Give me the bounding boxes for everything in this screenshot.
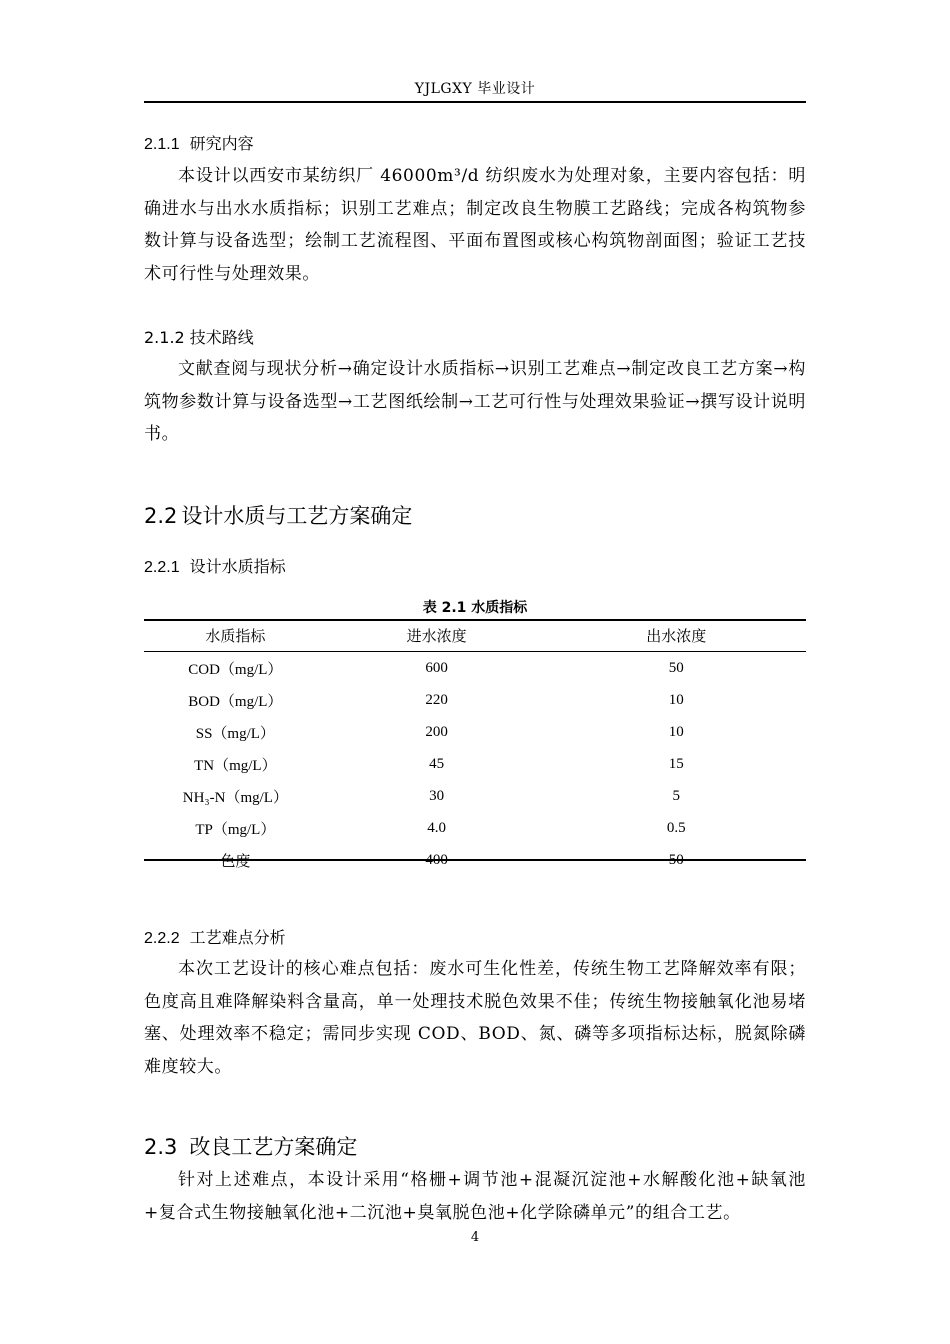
paragraph-technical-route: 文献查阅与现状分析→确定设计水质指标→识别工艺难点→制定改良工艺方案→构筑物参数计算与设备选型→工艺图纸绘制→工艺可行性与处理效果验证→撰写设计说明书。 bbox=[144, 359, 806, 444]
paragraph-process-difficulties: 本次工艺设计的核心难点包括：废水可生化性差，传统生物工艺降解效率有限；色度高且难降解染料含量高，单一处理技术脱色效果不佳；传统生物接触氧化池易堵塞、处理效率不稳定；需同步实现 COD、BOD、氮、磷等多项指标达标，脱氮除磷难度较大。 bbox=[144, 959, 806, 1077]
water-quality-table bbox=[144, 619, 806, 876]
header-rule bbox=[144, 101, 806, 103]
section-heading-2-3 bbox=[144, 1131, 357, 1161]
section-title: 设计水质与工艺方案确定 bbox=[181, 504, 413, 528]
table-row bbox=[144, 780, 806, 812]
table-cell: 50 bbox=[668, 659, 684, 676]
table-cell: 5 bbox=[672, 787, 681, 804]
table-cell: 4.0 bbox=[427, 819, 447, 836]
section-number: 2.2.2 bbox=[144, 930, 180, 947]
table-cell: NH₃-N（mg/L） bbox=[182, 789, 288, 806]
table-cell: BOD（mg/L） bbox=[188, 693, 283, 710]
paragraph-research-content: 本设计以西安市某纺织厂 46000m³/d 纺织废水为处理对象，主要内容包括：明确进水与出水水质指标；识别工艺难点；制定改良生物膜工艺路线；完成各构筑物参数计算与设备选型；绘制工艺流程图、平面布置图或核心构筑物剖面图；验证工艺技术可行性与处理效果。 bbox=[144, 166, 806, 284]
table-cell: 400 bbox=[425, 851, 448, 868]
table-cell: 15 bbox=[668, 755, 684, 772]
table-cell: TN（mg/L） bbox=[194, 757, 277, 774]
table-cell: SS（mg/L） bbox=[195, 725, 275, 742]
section-title: 设计水质指标 bbox=[189, 557, 286, 576]
table-bottom-rule bbox=[144, 859, 806, 861]
table-cell: 10 bbox=[668, 723, 684, 740]
section-heading-2-2 bbox=[144, 500, 412, 530]
table-caption: 表 2.1 水质指标 bbox=[422, 600, 528, 616]
table-cell: 220 bbox=[425, 691, 448, 708]
column-header: 进水浓度 bbox=[327, 619, 547, 652]
page-number: 4 bbox=[470, 1230, 480, 1245]
table-cell: 10 bbox=[668, 691, 684, 708]
section-number: 2.2 bbox=[144, 504, 178, 528]
section-heading-2-1-1 bbox=[144, 131, 254, 154]
table-cell: TP（mg/L） bbox=[195, 821, 276, 838]
section-title: 改良工艺方案确定 bbox=[189, 1135, 358, 1159]
section-heading-2-2-2 bbox=[144, 925, 286, 948]
section-heading-2-2-1 bbox=[144, 554, 286, 577]
table-cell: 30 bbox=[429, 787, 445, 804]
table-row bbox=[144, 684, 806, 716]
table-cell: 0.5 bbox=[666, 819, 686, 836]
section-number: 2.2.1 bbox=[144, 559, 180, 576]
column-header: 出水浓度 bbox=[547, 619, 806, 652]
section-number: 2.1.1 bbox=[144, 136, 180, 153]
table-cell: 色度 bbox=[220, 853, 251, 870]
table-row bbox=[144, 748, 806, 780]
table-cell: COD（mg/L） bbox=[188, 661, 283, 678]
column-header: 水质指标 bbox=[144, 619, 327, 652]
table-cell: 50 bbox=[668, 851, 684, 868]
table-cell: 600 bbox=[425, 659, 448, 676]
section-title: 工艺难点分析 bbox=[189, 928, 286, 947]
section-number: 2.3 bbox=[144, 1135, 178, 1159]
paragraph-improved-process: 针对上述难点，本设计采用“格栅+调节池+混凝沉淀池+水解酸化池+缺氧池+复合式生物接触氧化池+二沉池+臭氧脱色池+化学除磷单元”的组合工艺。 bbox=[144, 1170, 806, 1223]
table-row bbox=[144, 652, 806, 685]
table-cell: 200 bbox=[425, 723, 448, 740]
section-heading-2-1-2: 2.1.2 技术路线 bbox=[144, 328, 254, 347]
table-row bbox=[144, 812, 806, 844]
page-header: YJLGXY 毕业设计 bbox=[414, 81, 536, 97]
table-header-row bbox=[144, 619, 806, 652]
table-row bbox=[144, 716, 806, 748]
table-cell: 45 bbox=[429, 755, 445, 772]
section-title: 研究内容 bbox=[189, 134, 254, 153]
